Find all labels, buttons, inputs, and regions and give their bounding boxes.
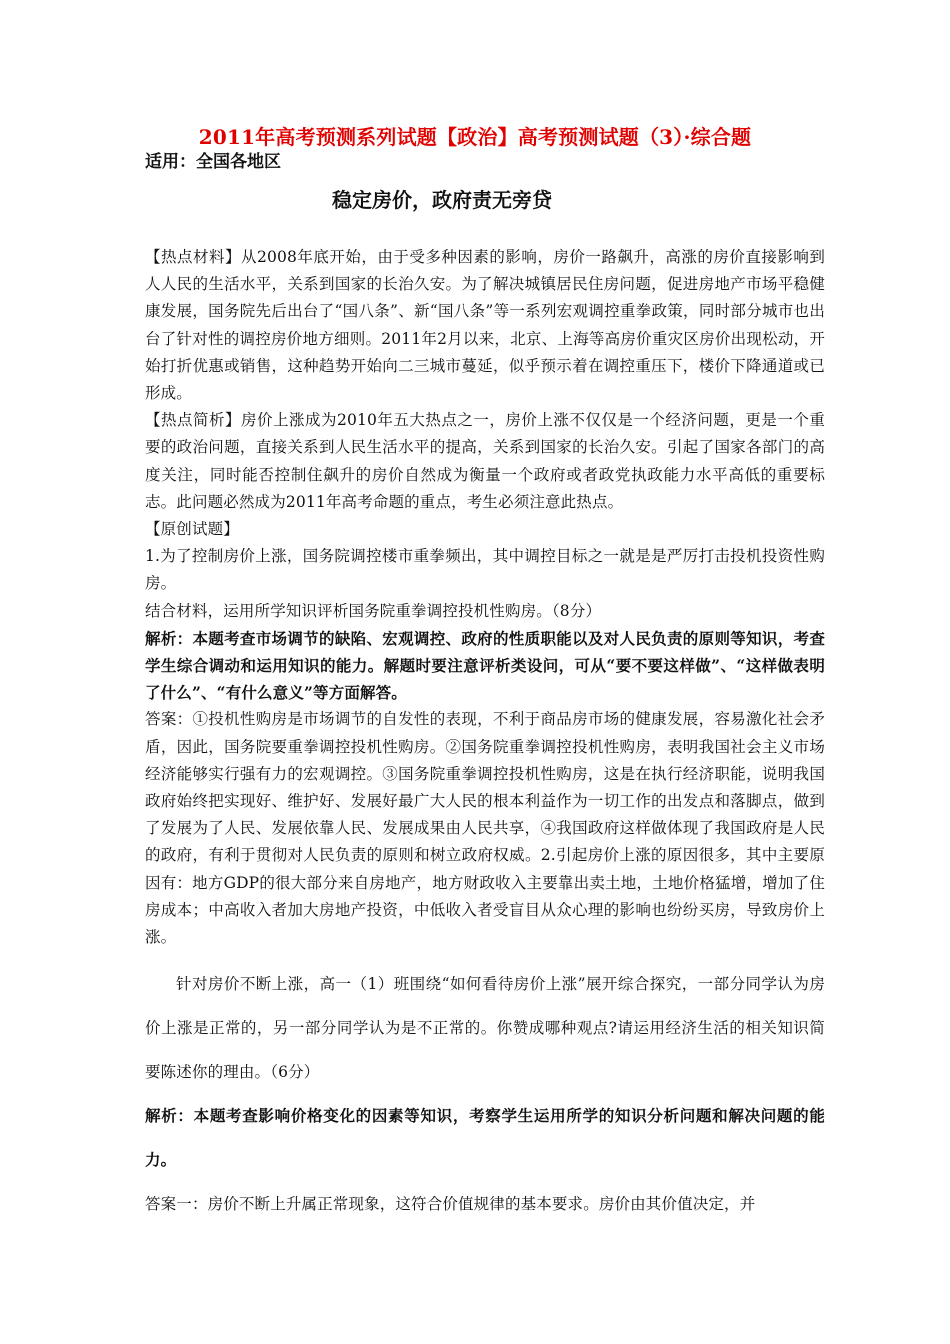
question-2: 针对房价不断上涨，高一（1）班围绕“如何看待房价上涨”展开综合探究，一部分同学认为房价上涨是正常的，另一部分同学认为是不正常的。你赞成哪种观点?请运用经济生活的相关知识简要陈述你的理由。（6分） — [145, 975, 825, 1081]
question-1: 1.为了控制房价上涨，国务院调控楼市重拳频出，其中调控目标之一就是是严厉打击投机投资性购房。 — [145, 547, 825, 593]
question-1-answer: 答案：①投机性购房是市场调节的自发性的表现，不利于商品房市场的健康发展，容易激化社会矛盾，因此，国务院要重拳调控投机性购房。②国务院重拳调控投机性购房，表明我国社会主义市场经济能够实行强有力的宏观调控。③国务院重拳调控投机性购房，这是在执行经济职能，说明我国政府始终把实现好、维护好、发展好最广大人民的根本利益作为一切工作的出发点和落脚点，做到了发展为了人民、发展依靠人民、发展成果由人民共享，④我国政府这样做体现了我国政府是人民的政府，有利于贯彻对人民负责的原则和树立政府权威。2.引起房价上涨的原因很多，其中主要原因有：地方GDP的很大部分来自房地产，地方财政收入主要靠出卖土地，土地价格猛增，增加了住房成本；中高收入者加大房地产投资，中低收入者受盲目从众心理的影响也纷纷买房，导致房价上涨。 — [145, 710, 825, 947]
original-questions-label: 【原创试题】 — [145, 520, 239, 539]
hot-analysis-paragraph: 【热点简析】房价上涨成为2010年五大热点之一，房价上涨不仅仅是一个经济问题，更是一个重要的政治问题，直接关系到人民生活水平的提高，关系到国家的长治久安。引起了国家各部门的高度关注，同时能否控制住飙升的房价自然成为衡量一个政府或者政党执政能力水平高低的重要标志。此问题必然成为2011年高考命题的重点，考生必须注意此热点。 — [145, 411, 825, 511]
article-subtitle: 稳定房价，政府责无旁贷 — [332, 188, 552, 212]
applicable-region: 适用：全国各地区 — [145, 152, 281, 172]
hot-material-paragraph: 【热点材料】从2008年底开始，由于受多种因素的影响，房价一路飙升，高涨的房价直接影响到人人民的生活水平，关系到国家的长治久安。为了解决城镇居民住房问题，促进房地产市场平稳健康发展，国务院先后出台了“国八条”、新“国八条”等一系列宏观调控重拳政策，同时部分城市也出台了针对性的调控房价地方细则。2011年2月以来，北京、上海等高房价重灾区房价出现松动，开始打折优惠或销售，这种趋势开始向二三城市蔓延，似乎预示着在调控重压下，楼价下降通道或已形成。 — [145, 248, 825, 403]
question-2-answer: 答案一：房价不断上升属正常现象，这符合价值规律的基本要求。房价由其价值决定，并 — [145, 1195, 756, 1213]
question-2-section — [145, 962, 825, 1226]
question-1-analysis: 解析：本题考查市场调节的缺陷、宏观调控、政府的性质职能以及对人民负责的原则等知识，考查学生综合调动和运用知识的能力。解题时要注意评析类设问，可从“要不要这样做”、“这样做表明了什么”、“有什么意义”等方面解答。 — [145, 628, 825, 703]
article-body — [145, 244, 825, 951]
page-title: 2011年高考预测系列试题【政治】高考预测试题（3）·综合题 — [198, 125, 752, 149]
question-1-task: 结合材料，运用所学知识评析国务院重拳调控投机性购房。（8分） — [145, 601, 602, 620]
question-2-analysis: 解析：本题考查影响价格变化的因素等知识，考察学生运用所学的知识分析问题和解决问题的能力。 — [145, 1106, 825, 1169]
